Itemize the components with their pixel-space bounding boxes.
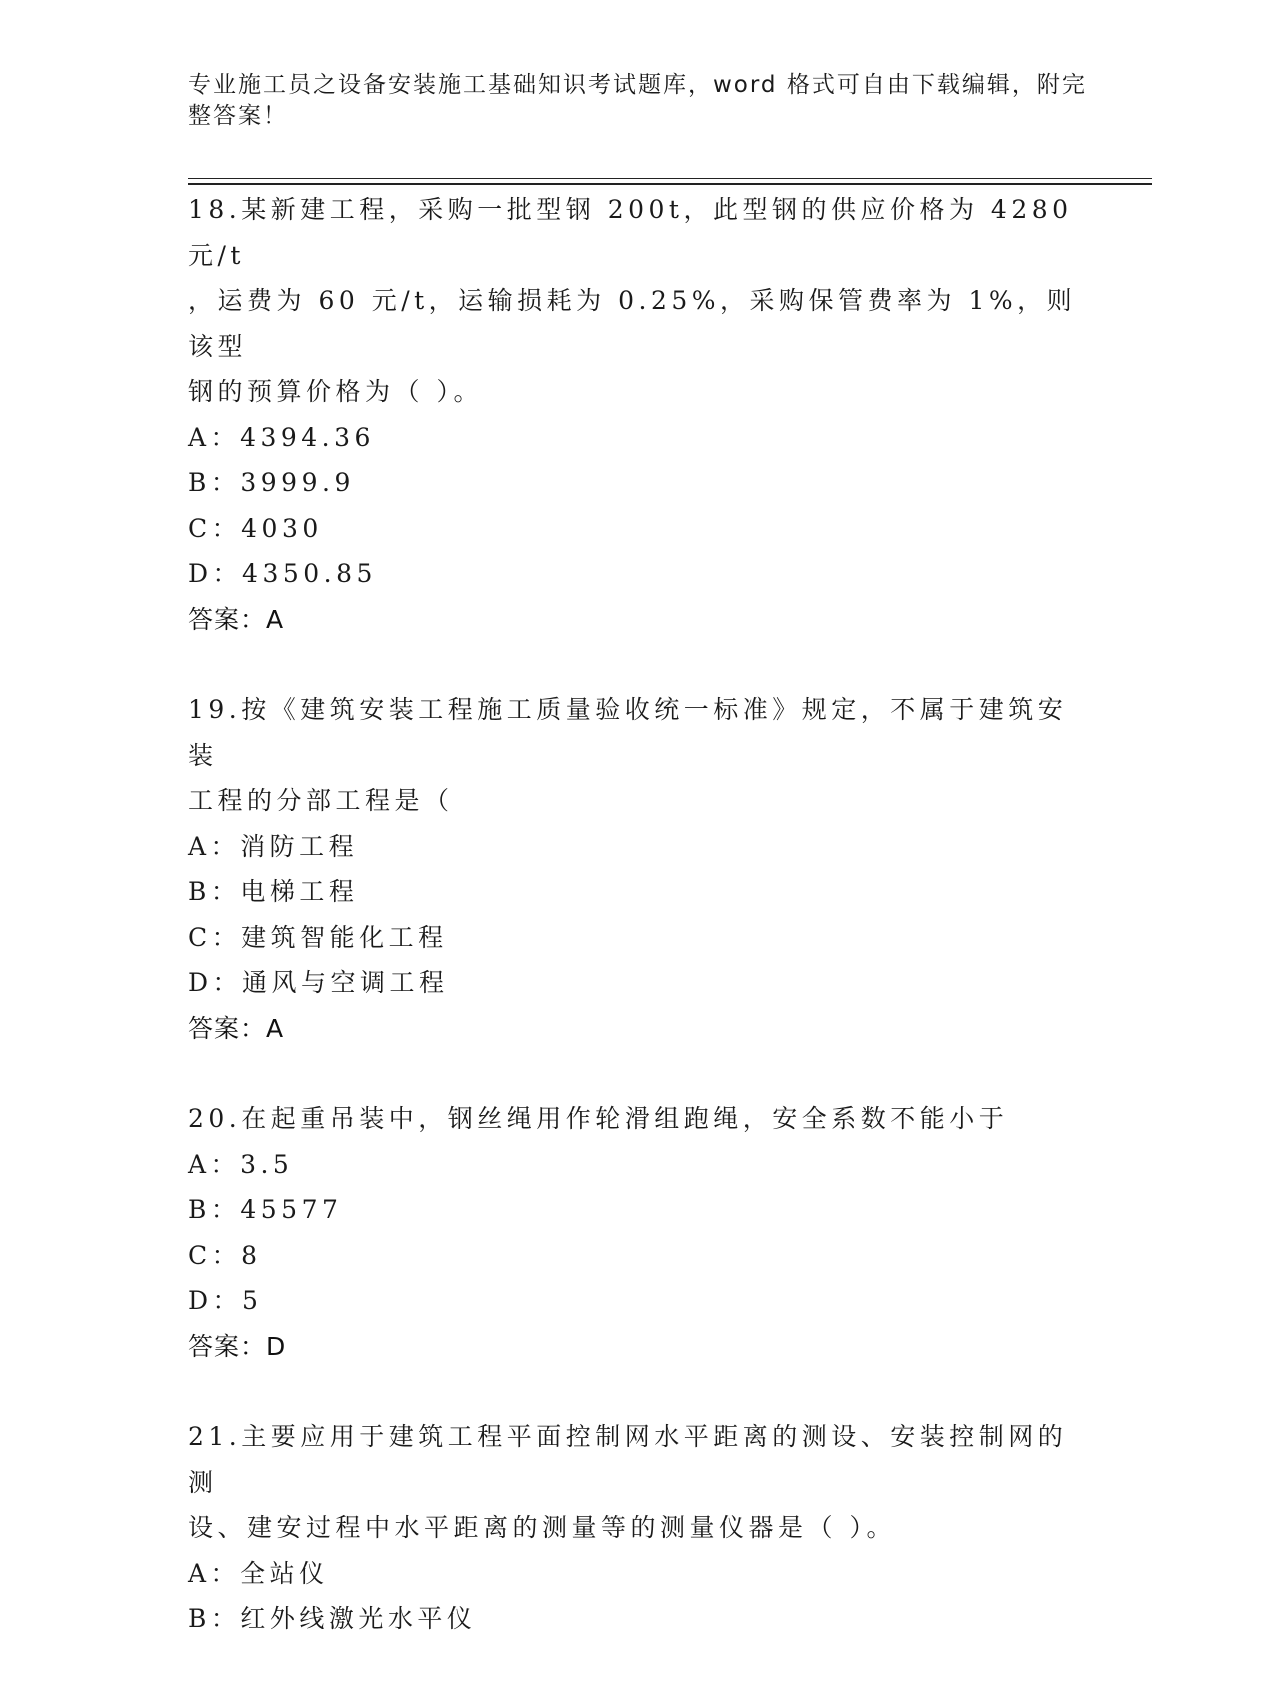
option-b (188, 1187, 1088, 1233)
option-letter: B： (188, 468, 241, 497)
option-text: 消防工程 (240, 831, 359, 861)
option-letter: A： (188, 1558, 241, 1588)
option-text: 建筑智能化工程 (241, 922, 448, 952)
question-stem (188, 1096, 1088, 1142)
option-text: 4030 (241, 513, 323, 543)
option-letter: C： (188, 922, 242, 952)
option-letter: C： (188, 513, 242, 543)
option-letter: D： (188, 1286, 243, 1315)
question-19 (188, 687, 1088, 1051)
option-a (188, 824, 1088, 870)
option-text: 3999.9 (240, 468, 355, 497)
question-20 (188, 1096, 1088, 1369)
option-text: 45577 (240, 1195, 343, 1224)
option-a (188, 1551, 1088, 1597)
header-line-1: 专业施工员之设备安装施工基础知识考试题库，word 格式可自由下载编辑，附完 (188, 72, 1087, 98)
header-line-2: 整答案！ (188, 103, 288, 129)
option-d (188, 551, 1088, 597)
option-text: 红外线激光水平仪 (240, 1604, 477, 1633)
option-a (188, 415, 1088, 461)
answer-line: 答案：A (188, 604, 285, 634)
option-a (188, 1142, 1088, 1188)
option-b (188, 1596, 1088, 1642)
answer-line: 答案：D (188, 1331, 287, 1361)
stem-line: 18.某新建工程，采购一批型钢 200t，此型钢的供应价格为 4280 元/t (188, 195, 1073, 270)
option-letter: B： (188, 1604, 241, 1633)
option-c (188, 1233, 1088, 1279)
option-letter: B： (188, 1195, 241, 1224)
option-text: 4350.85 (242, 559, 377, 588)
option-letter: D： (188, 968, 243, 997)
question-list (188, 187, 1088, 1687)
header-divider-thick (188, 183, 1152, 185)
option-letter: B： (188, 877, 241, 906)
option-text: 8 (241, 1240, 262, 1270)
option-d (188, 1278, 1088, 1324)
option-text: 3.5 (240, 1149, 294, 1179)
option-text: 电梯工程 (240, 877, 359, 906)
option-text: 全站仪 (240, 1558, 329, 1588)
option-c (188, 915, 1088, 961)
question-18 (188, 187, 1088, 642)
option-letter: C： (188, 1240, 242, 1270)
header-divider-thin (188, 178, 1152, 179)
option-letter: A： (188, 831, 241, 861)
option-letter: D： (188, 559, 243, 588)
option-text: 4394.36 (240, 422, 375, 452)
question-stem (188, 1414, 1088, 1551)
option-d (188, 960, 1088, 1006)
option-text: 5 (242, 1286, 263, 1315)
stem-line: 设、建安过程中水平距离的测量等的测量仪器是（ ）。 (188, 1513, 896, 1542)
answer-line: 答案：A (188, 1013, 285, 1043)
document-header (188, 70, 1088, 132)
question-stem (188, 187, 1088, 415)
option-text: 通风与空调工程 (242, 968, 449, 997)
stem-line: 21.主要应用于建筑工程平面控制网水平距离的测设、安装控制网的测 (188, 1422, 1068, 1497)
option-letter: A： (188, 422, 241, 452)
question-21 (188, 1414, 1088, 1642)
stem-line: 工程的分部工程是（ (188, 786, 454, 815)
question-stem (188, 687, 1088, 824)
option-b (188, 869, 1088, 915)
option-letter: A： (188, 1149, 241, 1179)
option-c (188, 506, 1088, 552)
stem-line: 20.在起重吊装中，钢丝绳用作轮滑组跑绳，安全系数不能小于 (188, 1104, 1009, 1133)
option-b (188, 460, 1088, 506)
stem-line: 钢的预算价格为（ ）。 (188, 377, 483, 406)
stem-line: 19.按《建筑安装工程施工质量验收统一标准》规定，不属于建筑安装 (188, 695, 1068, 770)
stem-line: ，运费为 60 元/t，运输损耗为 0.25%，采购保管费率为 1%，则该型 (188, 286, 1077, 361)
